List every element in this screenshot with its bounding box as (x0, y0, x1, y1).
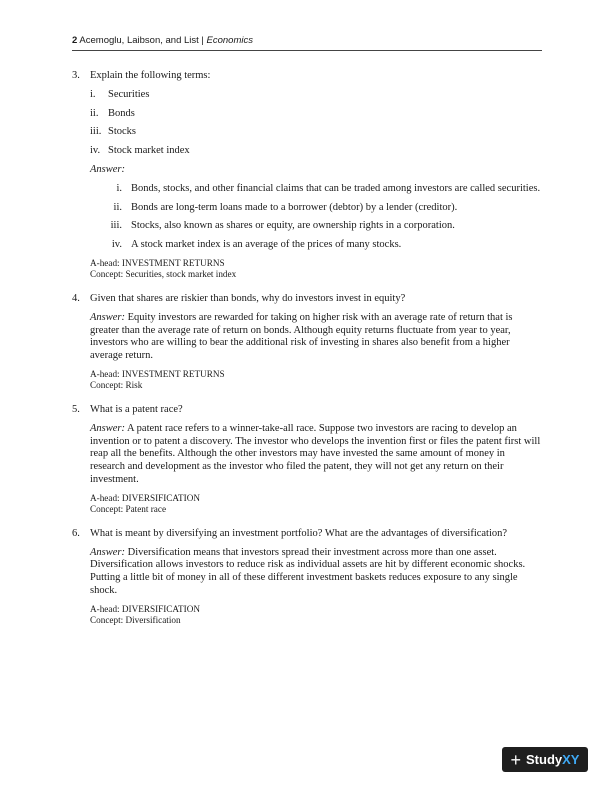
answer-label: Answer: (90, 422, 125, 434)
a-head: A-head: INVESTMENT RETURNS (90, 368, 225, 379)
header-authors: Acemoglu, Laibson, and List | (79, 35, 204, 46)
badge-label: StudyXY (526, 752, 580, 767)
answer-item: iii. Stocks, also known as shares or equity, are ownership rights in a corporation. (110, 220, 455, 232)
question-number: 5. (72, 403, 80, 415)
a-head: A-head: INVESTMENT RETURNS (90, 257, 225, 268)
question-number: 4. (72, 292, 80, 304)
term-item: ii. Bonds (90, 107, 135, 119)
question-metadata (90, 369, 542, 391)
question-text: What is meant by diversifying an investment portfolio? What are the advantages of diversification? (90, 527, 508, 539)
concept: Concept: Diversification (90, 614, 181, 625)
question-number: 3. (72, 70, 80, 81)
question-3 (72, 70, 542, 280)
answer-label: Answer: (90, 311, 125, 323)
question-metadata (90, 604, 542, 626)
page-number: 2 (72, 35, 78, 46)
question-text: What is a patent race? (90, 403, 183, 415)
studyxy-badge[interactable] (502, 747, 588, 772)
question-number: 6. (72, 527, 80, 539)
answer-paragraph (90, 312, 542, 363)
header-book-title: Economics (206, 35, 253, 46)
question-4 (72, 293, 542, 391)
answer-text: A patent race refers to a winner-take-all race. Suppose two investors are racing to develop an invention or to patent a discovery. The investor who develops the invention first or files the patent first will reap all the benefits. Although the other investors may have invested the same amount of money in research and development as the investor who filed the patent, they will not get any return on their investment. (90, 422, 541, 485)
question-metadata (90, 258, 542, 280)
question-text: Given that shares are riskier than bonds, why do investors invest in equity? (90, 292, 406, 304)
a-head: A-head: DIVERSIFICATION (90, 603, 200, 614)
answer-item: i. Bonds, stocks, and other financial claims that can be traded among investors are called securities. (116, 182, 541, 194)
answer-text: Diversification means that investors spread their investment across more than one asset. Diversification allows investors to reduce risk as individual assets are hit by different economic shocks. Putting a little bit of money in all of these different investment baskets reduces exposure to any single shock. (90, 546, 526, 596)
a-head: A-head: DIVERSIFICATION (90, 492, 200, 503)
document-body (72, 70, 542, 639)
answer-label: Answer: (90, 546, 125, 558)
answer-label: Answer: (90, 163, 125, 175)
term-item: iii. Stocks (90, 126, 137, 138)
term-item: i. Securities (90, 88, 150, 100)
term-item: iv. Stock market index (90, 145, 190, 157)
question-5 (72, 404, 542, 515)
answer-item: ii. Bonds are long-term loans made to a borrower (debtor) by a lender (creditor). (113, 201, 458, 213)
concept: Concept: Patent race (90, 503, 167, 514)
concept: Concept: Securities, stock market index (90, 268, 237, 279)
concept: Concept: Risk (90, 379, 143, 390)
question-metadata (90, 493, 542, 515)
answer-item: iv. A stock market index is an average of the prices of many stocks. (111, 239, 402, 251)
answer-text: Equity investors are rewarded for taking on higher risk with an average rate of return that is greater than the average rate of return on bonds. Although equity returns fluctuate from year to year, investors who are willing to bear the additional risk of investing in shares also benefit from a higher average return. (90, 311, 513, 362)
answer-paragraph (90, 547, 542, 598)
page-header (72, 35, 542, 51)
answer-paragraph (90, 423, 542, 487)
question-6 (72, 528, 542, 626)
plus-icon: + (510, 749, 522, 770)
question-text: Explain the following terms: (90, 70, 211, 81)
